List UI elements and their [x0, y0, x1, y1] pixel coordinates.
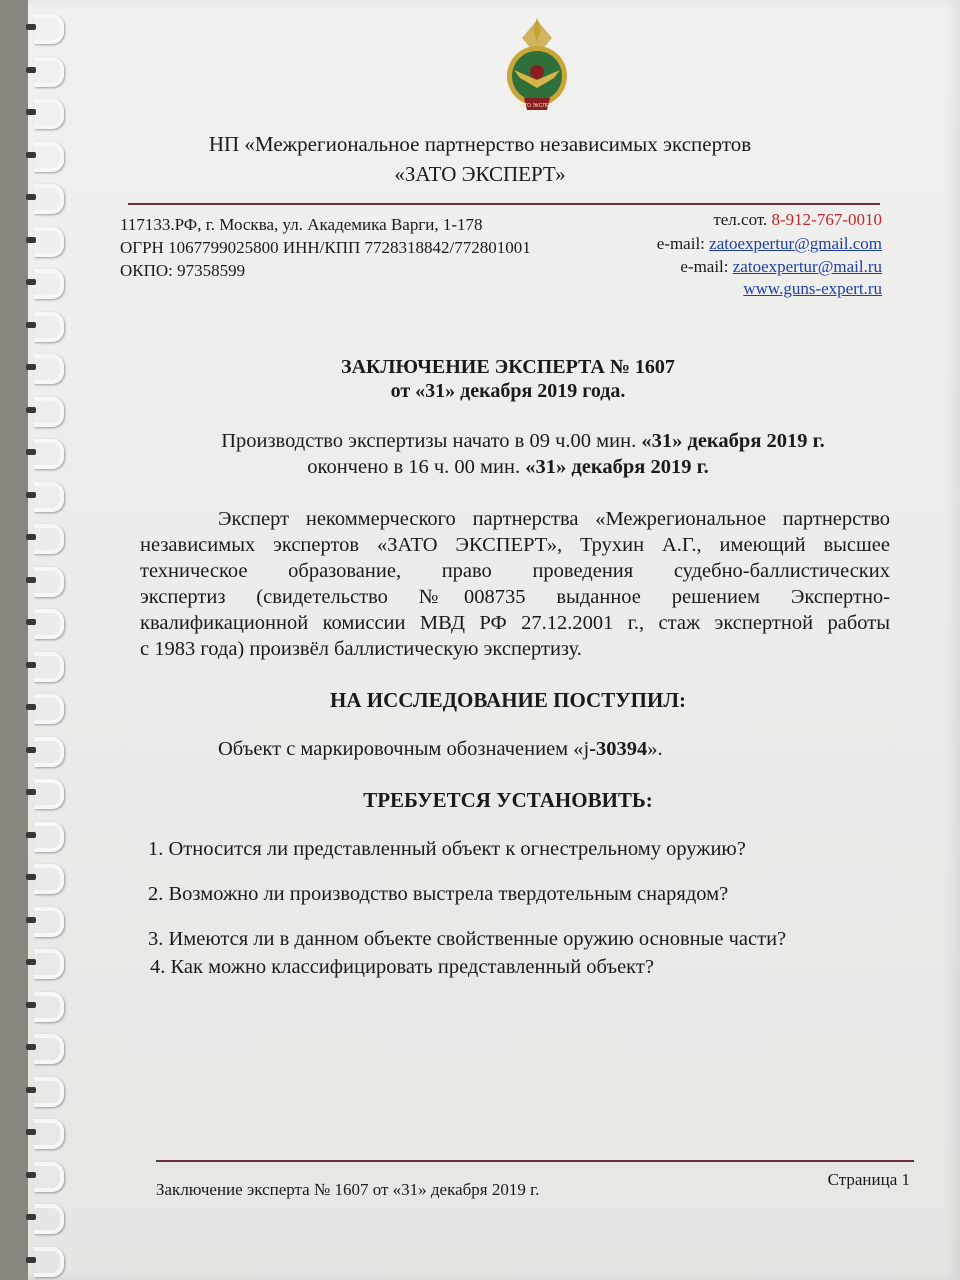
production-started-text: Производство экспертизы начато в 09 ч.00 мин.: [221, 430, 637, 452]
binding-ring: [34, 1077, 64, 1107]
emblem-icon: [494, 18, 580, 122]
questions-heading: ТРЕБУЕТСЯ УСТАНОВИТЬ:: [363, 788, 653, 812]
binding-ring: [34, 992, 64, 1022]
footer-divider: [156, 1160, 914, 1162]
expert-paragraph-line-2: независимых экспертов «ЗАТО ЭКСПЕРТ», Трухин А.Г., имеющий высшее: [140, 534, 890, 556]
address: 117133.РФ, г. Москва, ул. Академика Варги, 1-178: [120, 215, 483, 234]
question-2: 2. Возможно ли производство выстрела твердотельным снарядом?: [148, 883, 729, 905]
binding-ring: [34, 652, 64, 682]
expert-paragraph-line-1: Эксперт некоммерческого партнерства «Межрегиональное партнерство: [218, 508, 890, 530]
binding-ring: [34, 269, 64, 299]
received-object-mark: -30394: [589, 738, 648, 760]
expert-paragraph-line-4: экспертиз (свидетельство №008735 выданное решением Экспертно-: [140, 586, 890, 608]
org-name-line1: НП «Межрегиональное партнерство независимых экспертов: [208, 132, 752, 156]
binding-ring: [34, 1204, 64, 1234]
binding-ring: [34, 1119, 64, 1149]
svg-text:ЗАТО ЭКСПЕРТ: ЗАТО ЭКСПЕРТ: [518, 103, 556, 109]
binding-ring: [34, 227, 64, 257]
binding-ring: [34, 312, 64, 342]
binding-ring: [34, 1247, 64, 1277]
footer-left: Заключение эксперта № 1607 от «31» декабря 2019 г.: [156, 1180, 540, 1199]
expert-paragraph-line-5: квалификационной комиссии МВД РФ 27.12.2001 г., стаж экспертной работы: [140, 612, 890, 634]
production-ended: [28, 456, 960, 479]
okpo: ОКПО: 97358599: [120, 261, 246, 280]
received-heading: НА ИССЛЕДОВАНИЕ ПОСТУПИЛ:: [330, 688, 686, 712]
binding-ring: [34, 567, 64, 597]
email1-label: e-mail:: [656, 234, 705, 253]
production-started: [28, 430, 960, 453]
header-divider: [128, 203, 880, 205]
ogrn-inn: ОГРН 1067799025800 ИНН/КПП 7728318842/772801001: [120, 238, 531, 257]
binding-ring: [34, 1034, 64, 1064]
binding-ring: [34, 184, 64, 214]
website-link[interactable]: www.guns-expert.ru: [743, 279, 882, 298]
received-object-end: ».: [647, 738, 663, 760]
question-4: 4. Как можно классифицировать представленный объект?: [150, 956, 654, 978]
production-started-date: «31» декабря 2019 г.: [641, 430, 825, 452]
binding-ring: [34, 949, 64, 979]
binding-ring: [34, 609, 64, 639]
binding-ring: [34, 57, 64, 87]
binding-ring: [34, 14, 64, 44]
production-ended-text: окончено в 16 ч. 00 мин.: [307, 456, 521, 478]
phone-label: тел.сот.: [713, 210, 768, 229]
question-3: 3. Имеются ли в данном объекте свойственные оружию основные части?: [148, 928, 787, 950]
website-row: [743, 279, 882, 299]
footer-page-number: Страница 1: [827, 1170, 910, 1189]
binding-ring: [34, 524, 64, 554]
binding-ring: [34, 737, 64, 767]
binding-ring: [34, 822, 64, 852]
phone-number[interactable]: 8-912-767-0010: [771, 210, 882, 229]
conclusion-title: ЗАКЛЮЧЕНИЕ ЭКСПЕРТА № 1607: [341, 356, 675, 378]
expert-paragraph-line-3: техническое образование, право проведения судебно-баллистических: [140, 560, 890, 582]
received-object-text: Объект с маркировочным обозначением «j: [218, 738, 590, 760]
received-object: [218, 738, 663, 761]
spiral-binding: [28, 0, 72, 1280]
production-ended-date: «31» декабря 2019 г.: [525, 456, 709, 478]
expert-paragraph-line-6: с 1983 года) произвёл баллистическую экспертизу.: [140, 638, 582, 660]
phone-row: [713, 210, 882, 230]
question-1: 1. Относится ли представленный объект к огнестрельному оружию?: [148, 838, 746, 860]
binding-ring: [34, 1162, 64, 1192]
conclusion-date: от «31» декабря 2019 года.: [390, 380, 626, 402]
email1-row: [657, 234, 882, 254]
binding-ring: [34, 99, 64, 129]
email1-link[interactable]: zatoexpertur@gmail.com: [709, 234, 882, 253]
email2-label: e-mail:: [680, 257, 729, 276]
document-page: [28, 0, 960, 1280]
org-name-line2: «ЗАТО ЭКСПЕРТ»: [394, 162, 566, 186]
email2-link[interactable]: zatoexpertur@mail.ru: [732, 257, 882, 276]
binding-ring: [34, 907, 64, 937]
email2-row: [680, 257, 882, 277]
binding-ring: [34, 864, 64, 894]
binding-ring: [34, 482, 64, 512]
